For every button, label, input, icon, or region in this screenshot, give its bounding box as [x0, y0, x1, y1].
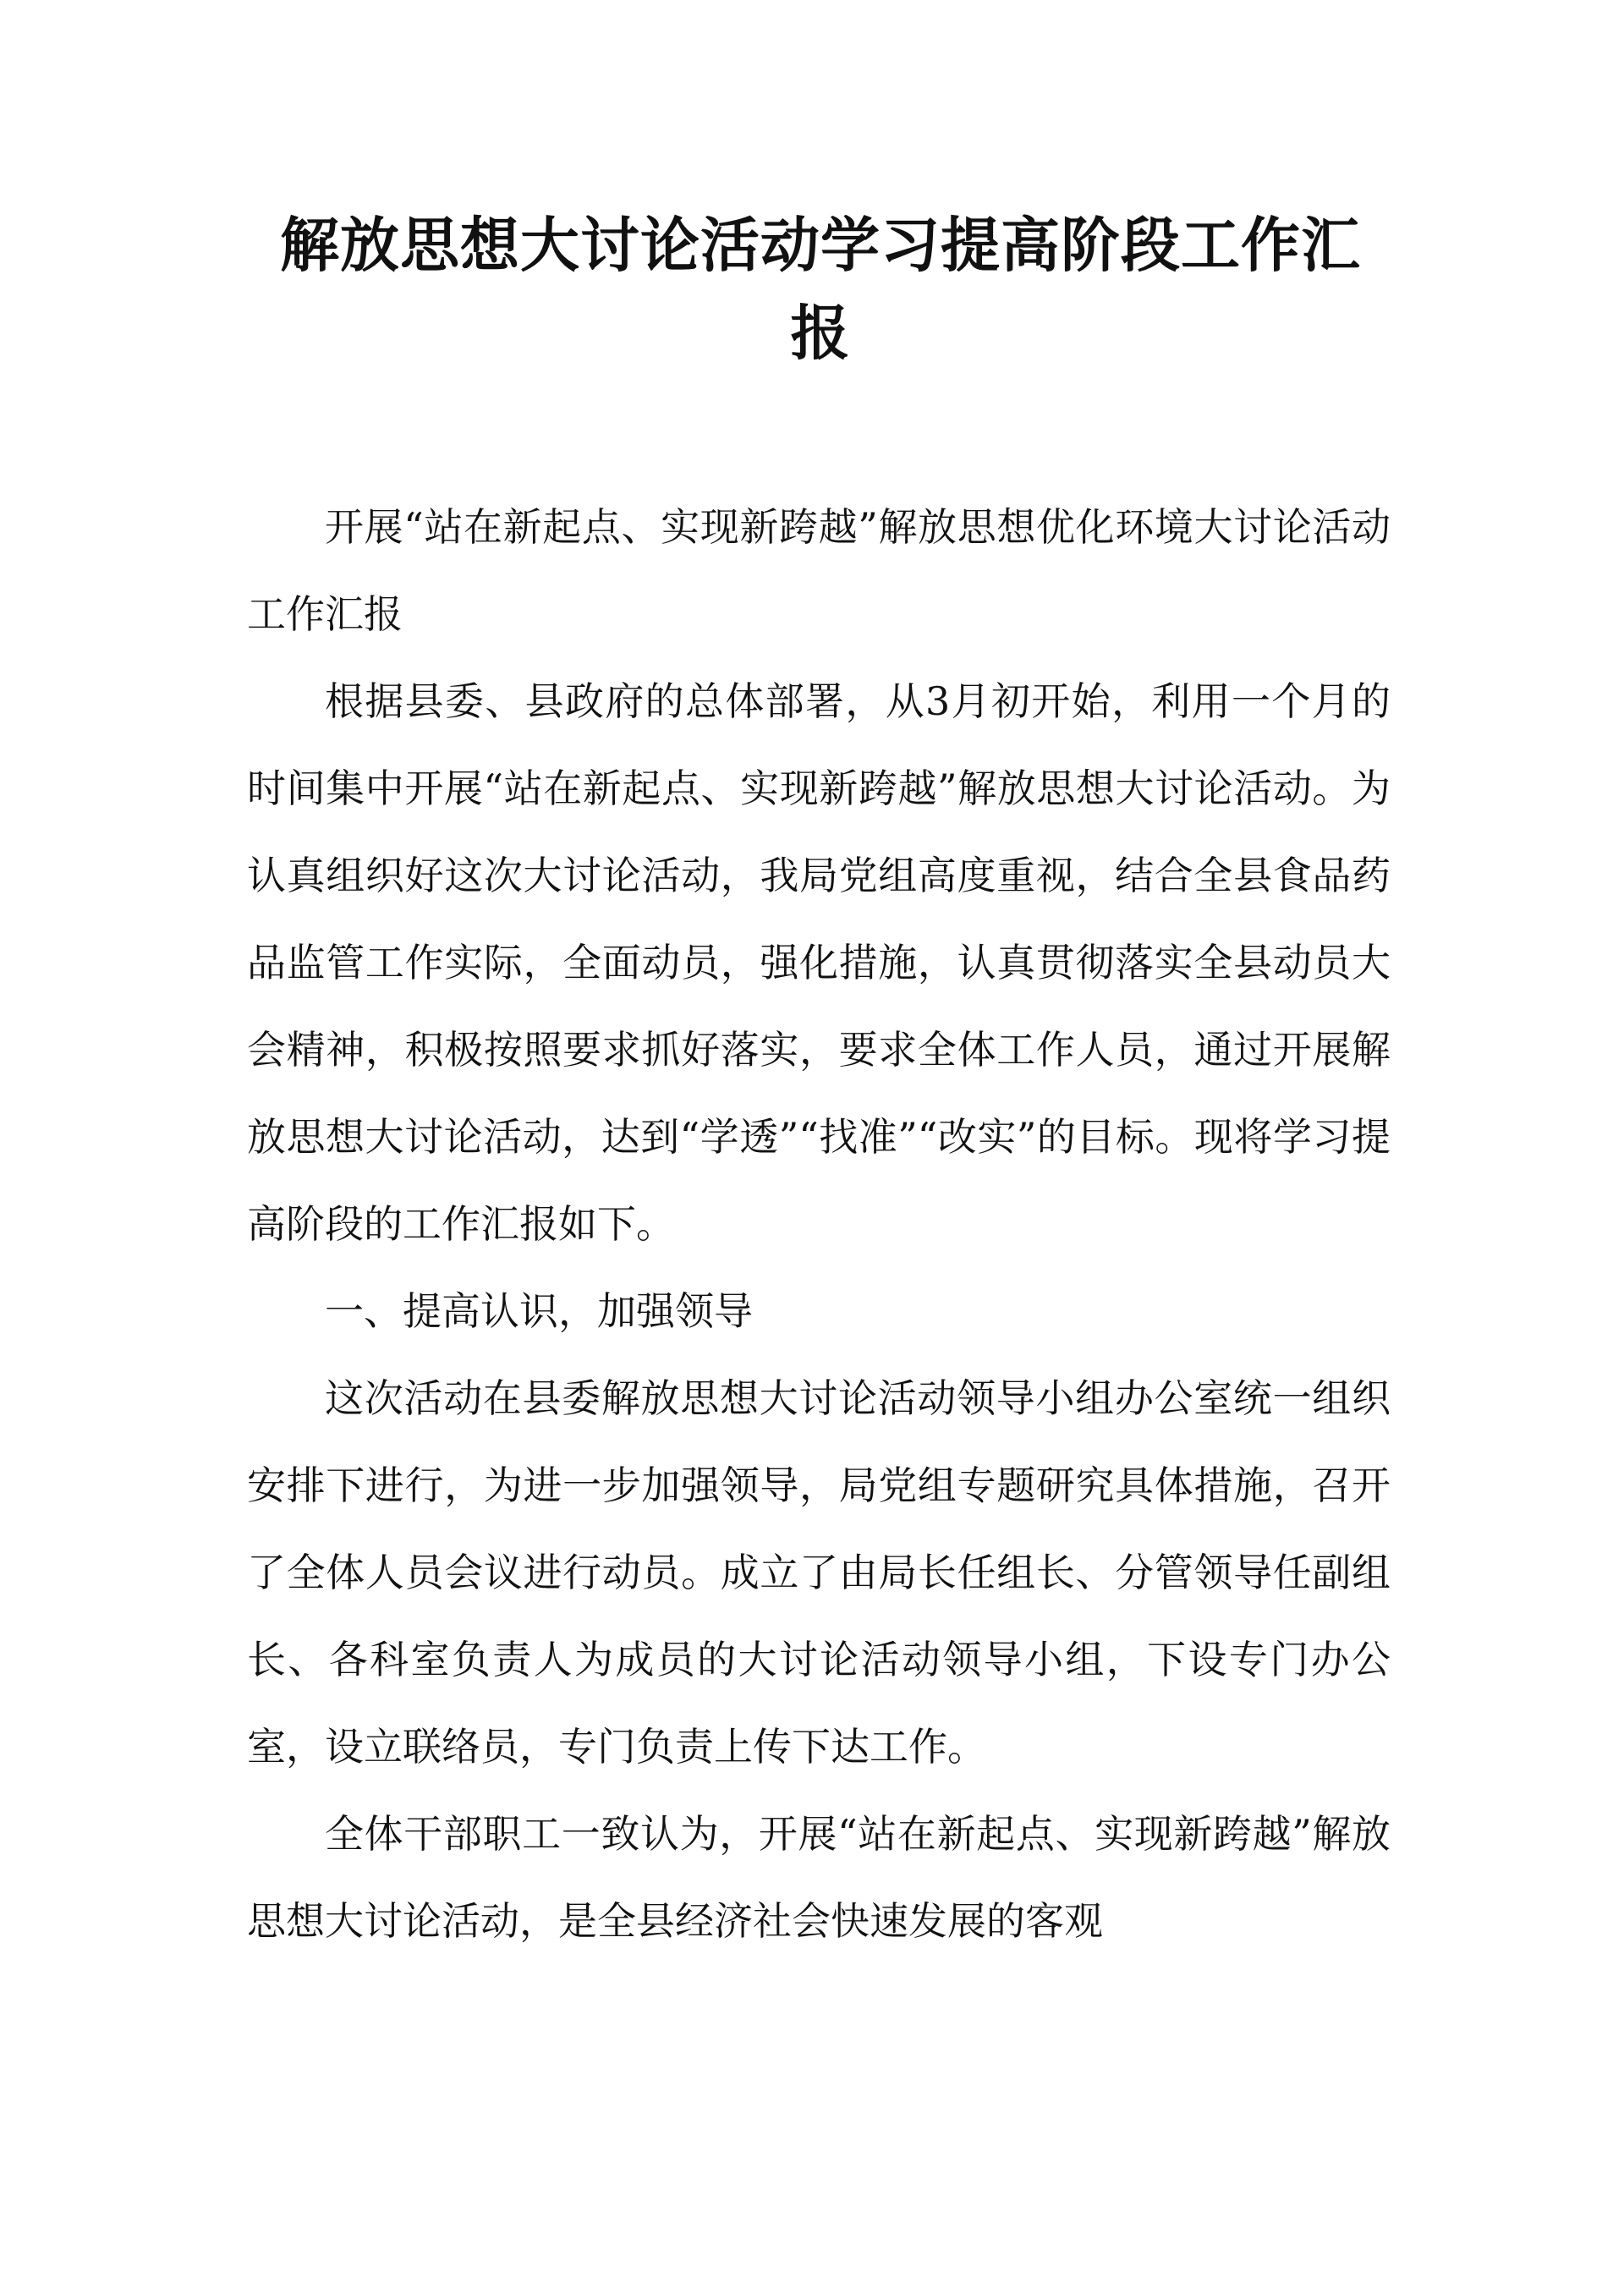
document-body [247, 484, 1391, 1965]
paragraph-leadership: 这次活动在县委解放思想大讨论活动领导小组办公室统一组织安排下进行，为进一步加强领导，局党组专题研究具体措施，召开了全体人员会议进行动员。成立了由局长任组长、分管领导任副组长、各科室负责人为成员的大讨论活动领导小组，下设专门办公室，设立联络员，专门负责上传下达工作。 [247, 1375, 1391, 1770]
paragraph-consensus: 全体干部职工一致认为，开展“站在新起点、实现新跨越”解放思想大讨论活动，是全县经济社会快速发展的客观 [247, 1811, 1391, 1944]
section-heading: 一、提高认识，加强领导 [325, 1288, 753, 1334]
paragraph-intro: 根据县委、县政府的总体部署，从3月初开始，利用一个月的时间集中开展“站在新起点、实现新跨越”解放思想大讨论活动。为认真组织好这次大讨论活动，我局党组高度重视，结合全县食品药品监管工作实际，全面动员，强化措施，认真贯彻落实全县动员大会精神，积极按照要求抓好落实，要求全体工作人员，通过开展解放思想大讨论活动，达到“学透”“找准”“改实”的目标。现将学习提高阶段的工作汇报如下。 [247, 678, 1391, 1247]
paragraph-subtitle: 开展“站在新起点、实现新跨越”解放思想优化环境大讨论活动工作汇报 [247, 504, 1391, 637]
document-title: 解放思想大讨论活动学习提高阶段工作汇报 [280, 211, 1361, 368]
